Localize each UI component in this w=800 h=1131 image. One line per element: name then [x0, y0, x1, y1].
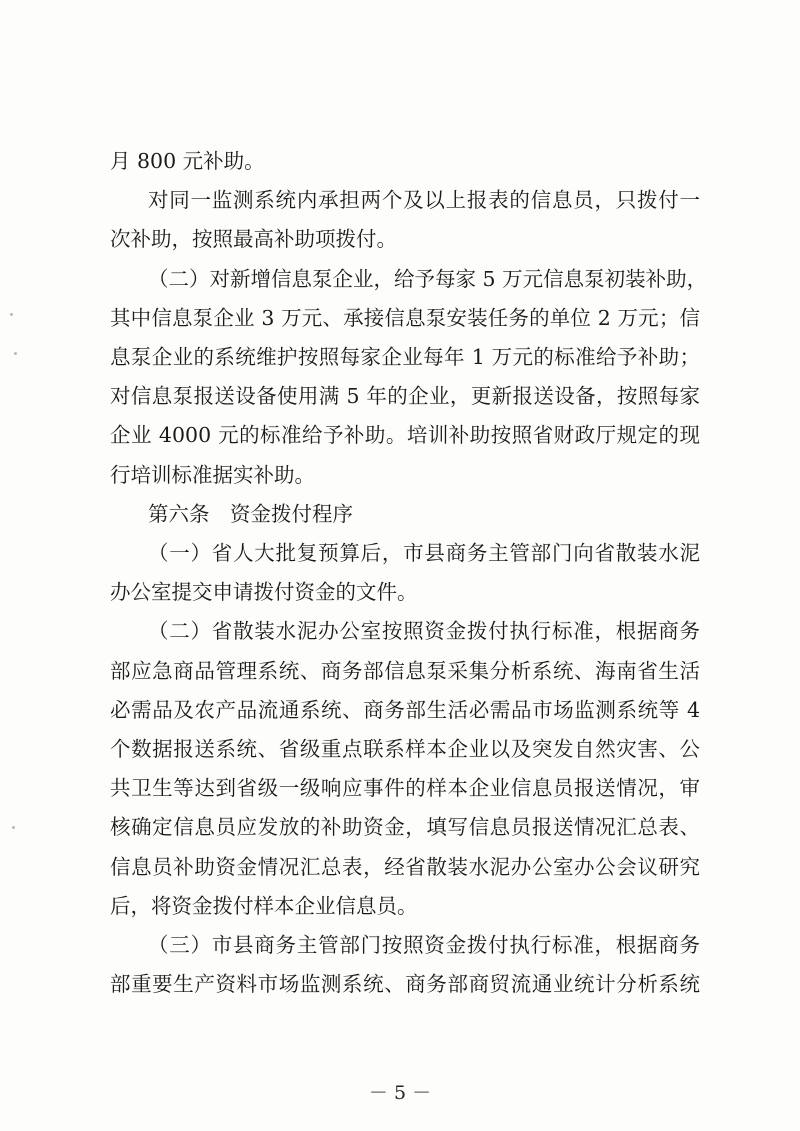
text-line: 信息员补助资金情况汇总表，经省散装水泥办公室办公会议研究 — [110, 854, 700, 879]
text-line: （三）市县商务主管部门按照资金拨付执行标准，根据商务 — [148, 933, 700, 957]
text-line: 部应急商品管理系统、商务部信息泵采集分析系统、海南省生活 — [110, 658, 700, 683]
page-number: － 5 － — [368, 1082, 432, 1104]
text-line: 后，将资金拨付样本企业信息员。 — [110, 893, 418, 918]
text-line: 月 800 元补助。 — [110, 149, 265, 173]
text-line: （二）省散装水泥办公室按照资金拨付执行标准，根据商务 — [148, 619, 700, 644]
text-line: 共卫生等达到省级一级响应事件的样本企业信息员报送情况，审 — [110, 776, 700, 801]
text-line: 其中信息泵企业 3 万元、承接信息泵安装任务的单位 2 万元；信 — [110, 305, 700, 330]
text-line: （一）省人大批复预算后，市县商务主管部门向省散装水泥 — [148, 541, 700, 565]
text-line: 企业 4000 元的标准给予补助。培训补助按照省财政厅规定的现 — [110, 423, 700, 448]
text-line: 息泵企业的系统维护按照每家企业每年 1 万元的标准给予补助； — [110, 345, 700, 369]
text-line: 部重要生产资料市场监测系统、商务部商贸流通业统计分析系统 — [110, 972, 700, 997]
scan-speck — [14, 352, 17, 355]
text-line: 对信息泵报送设备使用满 5 年的企业，更新报送设备，按照每家 — [110, 384, 700, 409]
text-line: （二）对新增信息泵企业，给予每家 5 万元信息泵初装补助， — [148, 266, 708, 291]
text-line: 对同一监测系统内承担两个及以上报表的信息员，只拨付一 — [148, 188, 700, 213]
text-line: 办公室提交申请拨付资金的文件。 — [110, 580, 418, 605]
text-line: 个数据报送系统、省级重点联系样本企业以及突发自然灾害、公 — [110, 737, 700, 761]
text-line: 第六条 资金拨付程序 — [148, 501, 353, 526]
scan-speck — [10, 313, 13, 316]
text-line: 核确定信息员应发放的补助资金，填写信息员报送情况汇总表、 — [110, 815, 700, 840]
text-line: 行培训标准据实补助。 — [110, 462, 315, 487]
text-line: 必需品及农产品流通系统、商务部生活必需品市场监测系统等 4 — [110, 697, 700, 722]
scan-speck — [12, 826, 15, 829]
text-line: 次补助，按照最高补助项拨付。 — [110, 227, 397, 252]
